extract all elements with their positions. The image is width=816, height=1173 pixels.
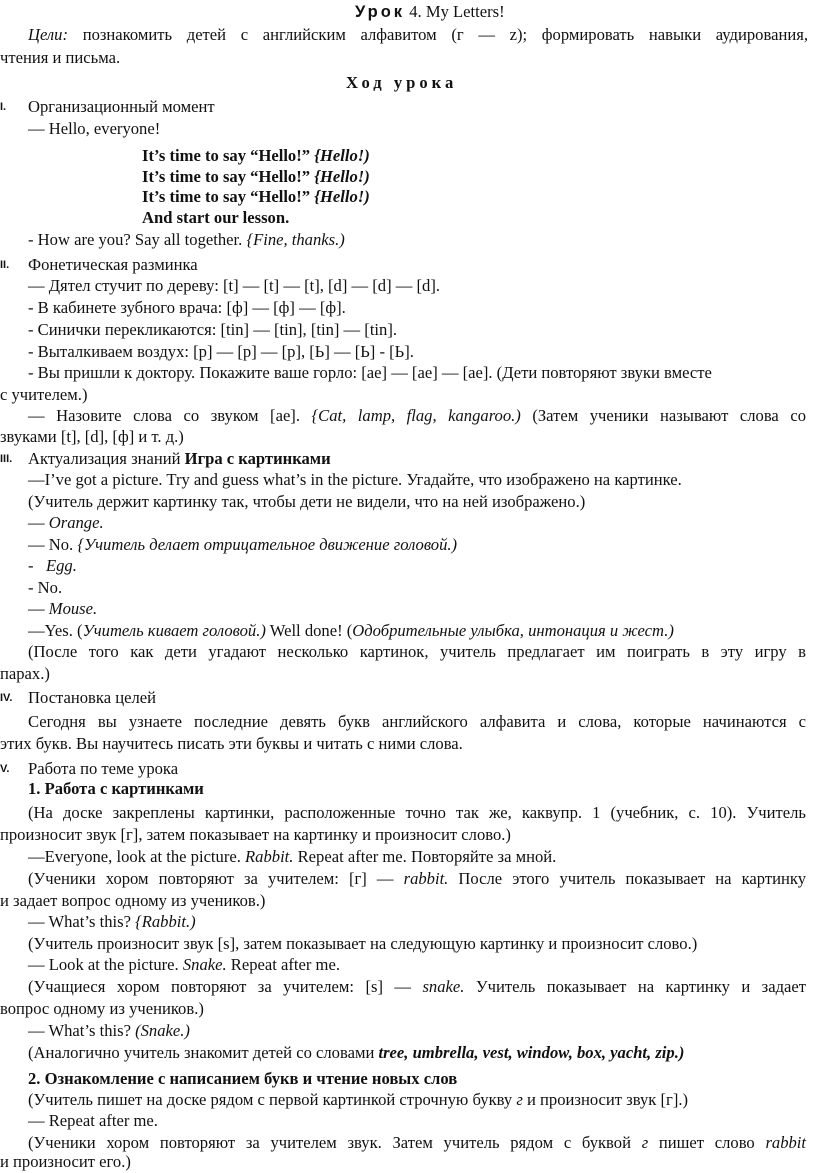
italic-text: snake. xyxy=(422,977,465,996)
italic-text: Одобрительные улыбка, интонация и жест.) xyxy=(352,621,674,640)
subsection-title: 2. Ознакомление с написанием букв и чтение новых слов xyxy=(28,1069,458,1088)
text: (Учащиеся хором повторяют за учителем: [s] — xyxy=(28,977,412,996)
song-line xyxy=(142,146,370,166)
text-line: и задает вопрос одному из учеников.) xyxy=(0,891,266,910)
italic-text: Rabbit. xyxy=(245,847,294,866)
section-number: III. xyxy=(0,453,13,465)
text-line xyxy=(28,1021,190,1041)
dash: — xyxy=(28,599,45,618)
text-line: — Repeat after me. xyxy=(28,1111,158,1130)
text: Актуализация знаний xyxy=(28,449,181,468)
song-line xyxy=(142,187,370,207)
text-line: и произносит его.) xyxy=(0,1152,131,1171)
text-line: (После того как дети угадают несколько картинок, учитель предлагает им поиграть в эту игру в xyxy=(28,642,806,661)
text: и произносит звук [г].) xyxy=(527,1090,689,1109)
section-number: II. xyxy=(0,259,10,271)
italic-text: rabbit xyxy=(765,1133,807,1152)
text-line xyxy=(28,955,340,975)
text-line: произносит звук [г], затем показывает на картинку и произносит слово.) xyxy=(0,825,511,844)
text: — What’s this? xyxy=(28,1021,131,1040)
text: - How are you? Say all together. xyxy=(28,230,243,249)
text-line: - Вы пришли к доктору. Покажите ваше горло: [ae] — [ae] — [ae]. (Дети повторяют звуки вместе xyxy=(28,363,712,382)
song-echo: {Hello!) xyxy=(314,146,370,165)
text-line: (Учитель произносит звук [s], затем показывает на следующую картинку и произносит слово.) xyxy=(28,934,698,953)
text-line xyxy=(28,912,196,932)
goals-line-2: чтения и письма. xyxy=(0,48,121,67)
text-line: - В кабинете зубного врача: [ф] — [ф] — [ф]. xyxy=(28,298,346,317)
italic-text: rabbit. xyxy=(403,869,449,888)
text-line xyxy=(28,535,457,555)
text: Repeat after me. xyxy=(230,955,340,974)
goals-label: Цели: xyxy=(28,25,68,44)
course-heading: Ход урока xyxy=(346,73,458,92)
goals-line xyxy=(28,25,808,45)
text-line: - Выталкиваем воздух: [p] — [p] — [p], [Ь] — [Ь] - [Ь]. xyxy=(28,342,414,361)
section-title xyxy=(28,449,331,469)
text: Well done! ( xyxy=(269,621,353,640)
subsection-title: 1. Работа с картинками xyxy=(28,779,204,798)
text: — Назовите слова со звуком [ae]. xyxy=(28,406,300,425)
italic-text: {Cat, lamp, flag, kangaroo.) xyxy=(311,406,521,425)
text-line: —I’ve got a picture. Try and guess what’s in the picture. Угадайте, что изображено на картинке. xyxy=(28,470,682,489)
text-line: звуками [t], [d], [ф] и т. д.) xyxy=(0,427,184,446)
section-number: I. xyxy=(0,101,7,113)
song-echo: {Hello!) xyxy=(314,167,370,186)
song-text: It’s time to say “Hello!” xyxy=(142,187,311,206)
song-line xyxy=(142,167,370,187)
italic-text: Mouse. xyxy=(48,599,98,618)
text: (Затем ученики называют слова со xyxy=(532,406,806,425)
italic-text: tree, umbrella, vest, window, box, yacht, zip.) xyxy=(378,1043,685,1062)
text: (Учитель пишет на доске рядом с первой картинкой строчную букву xyxy=(28,1090,513,1109)
song-text: It’s time to say “Hello!” xyxy=(142,167,311,186)
italic-text: Orange. xyxy=(48,513,104,532)
text-line xyxy=(28,230,345,250)
section-number: V. xyxy=(0,763,10,775)
song-echo: {Hello!) xyxy=(314,187,370,206)
text-line xyxy=(28,513,104,533)
italic-text: Egg. xyxy=(45,556,77,575)
text-line xyxy=(28,1043,684,1063)
italic-text: {Учитель делает отрицательное движение головой.) xyxy=(77,535,458,554)
text-line: (На доске закреплены картинки, расположенные точно так же, каквупр. 1 (учебник, с. 10). Учитель xyxy=(28,803,806,822)
song-text: It’s time to say “Hello!” xyxy=(142,146,311,165)
text-line xyxy=(28,406,806,426)
text-line xyxy=(28,847,556,867)
italic-text: г xyxy=(641,1133,649,1152)
text: —Yes. ( xyxy=(28,621,83,640)
bold-text: Игра с картинками xyxy=(184,449,331,468)
text: Repeat after me. Повторяйте за мной. xyxy=(297,847,557,866)
song-line: And start our lesson. xyxy=(142,208,290,227)
text-line: этих букв. Вы научитесь писать эти буквы и читать с ними слова. xyxy=(0,734,463,753)
text-line xyxy=(28,556,77,576)
italic-text: {Fine, thanks.) xyxy=(246,230,345,249)
text: — Look at the picture. xyxy=(28,955,179,974)
text-line: — Дятел стучит по дереву: [t] — [t] — [t], [d] — [d] — [d]. xyxy=(28,276,440,295)
italic-text: (Snake.) xyxy=(135,1021,190,1040)
text: (Ученики хором повторяют за учителем: [г] — xyxy=(28,869,394,888)
text-line: Сегодня вы узнаете последние девять букв английского алфавита и слова, которые начинаются с xyxy=(28,712,806,731)
dash: - xyxy=(28,556,34,575)
text-line: - Синички перекликаются: [tin] — [tin], [tin] — [tin]. xyxy=(28,320,398,339)
text: (Ученики хором повторяют за учителем звук. Затем учитель рядом с буквой xyxy=(28,1133,631,1152)
text-line: вопрос одному из учеников.) xyxy=(0,999,204,1018)
italic-text: Учитель кивает головой.) xyxy=(82,621,266,640)
italic-text: {Rabbit.) xyxy=(135,912,196,931)
italic-text: г xyxy=(516,1090,523,1109)
dash: — xyxy=(28,513,45,532)
lesson-word: Урок xyxy=(355,3,406,21)
text-line xyxy=(28,599,97,619)
goals-text: познакомить детей с английским алфавитом (г — z); формировать навыки аудирования, xyxy=(82,25,808,44)
lesson-title xyxy=(355,2,505,22)
section-title: Организационный момент xyxy=(28,97,215,116)
section-title: Работа по теме урока xyxy=(28,759,179,778)
text-line xyxy=(28,621,674,641)
text: Учитель показывает на картинку и задает xyxy=(475,977,807,996)
text-line: (Учитель держит картинку так, чтобы дети не видели, что на ней изображено.) xyxy=(28,492,586,511)
section-title: Постановка целей xyxy=(28,688,156,707)
text: После этого учитель показывает на картинку xyxy=(458,869,806,888)
text: — What’s this? xyxy=(28,912,131,931)
text-line: с учителем.) xyxy=(0,385,88,404)
italic-text: Snake. xyxy=(182,955,227,974)
text: пишет слово xyxy=(658,1133,755,1152)
text-line xyxy=(28,1133,806,1153)
section-number: IV. xyxy=(0,692,13,704)
text-line: — Hello, everyone! xyxy=(28,119,161,138)
text: (Аналогично учитель знакомит детей со словами xyxy=(28,1043,375,1062)
text-line: - No. xyxy=(28,578,63,597)
text-line xyxy=(28,977,806,997)
text-line xyxy=(28,1090,688,1110)
lesson-title-text: 4. My Letters! xyxy=(409,2,505,21)
text: —Everyone, look at the picture. xyxy=(28,847,241,866)
section-title: Фонетическая разминка xyxy=(28,255,198,274)
text-line: парах.) xyxy=(0,664,50,683)
text-line xyxy=(28,869,806,889)
text: — No. xyxy=(28,535,74,554)
